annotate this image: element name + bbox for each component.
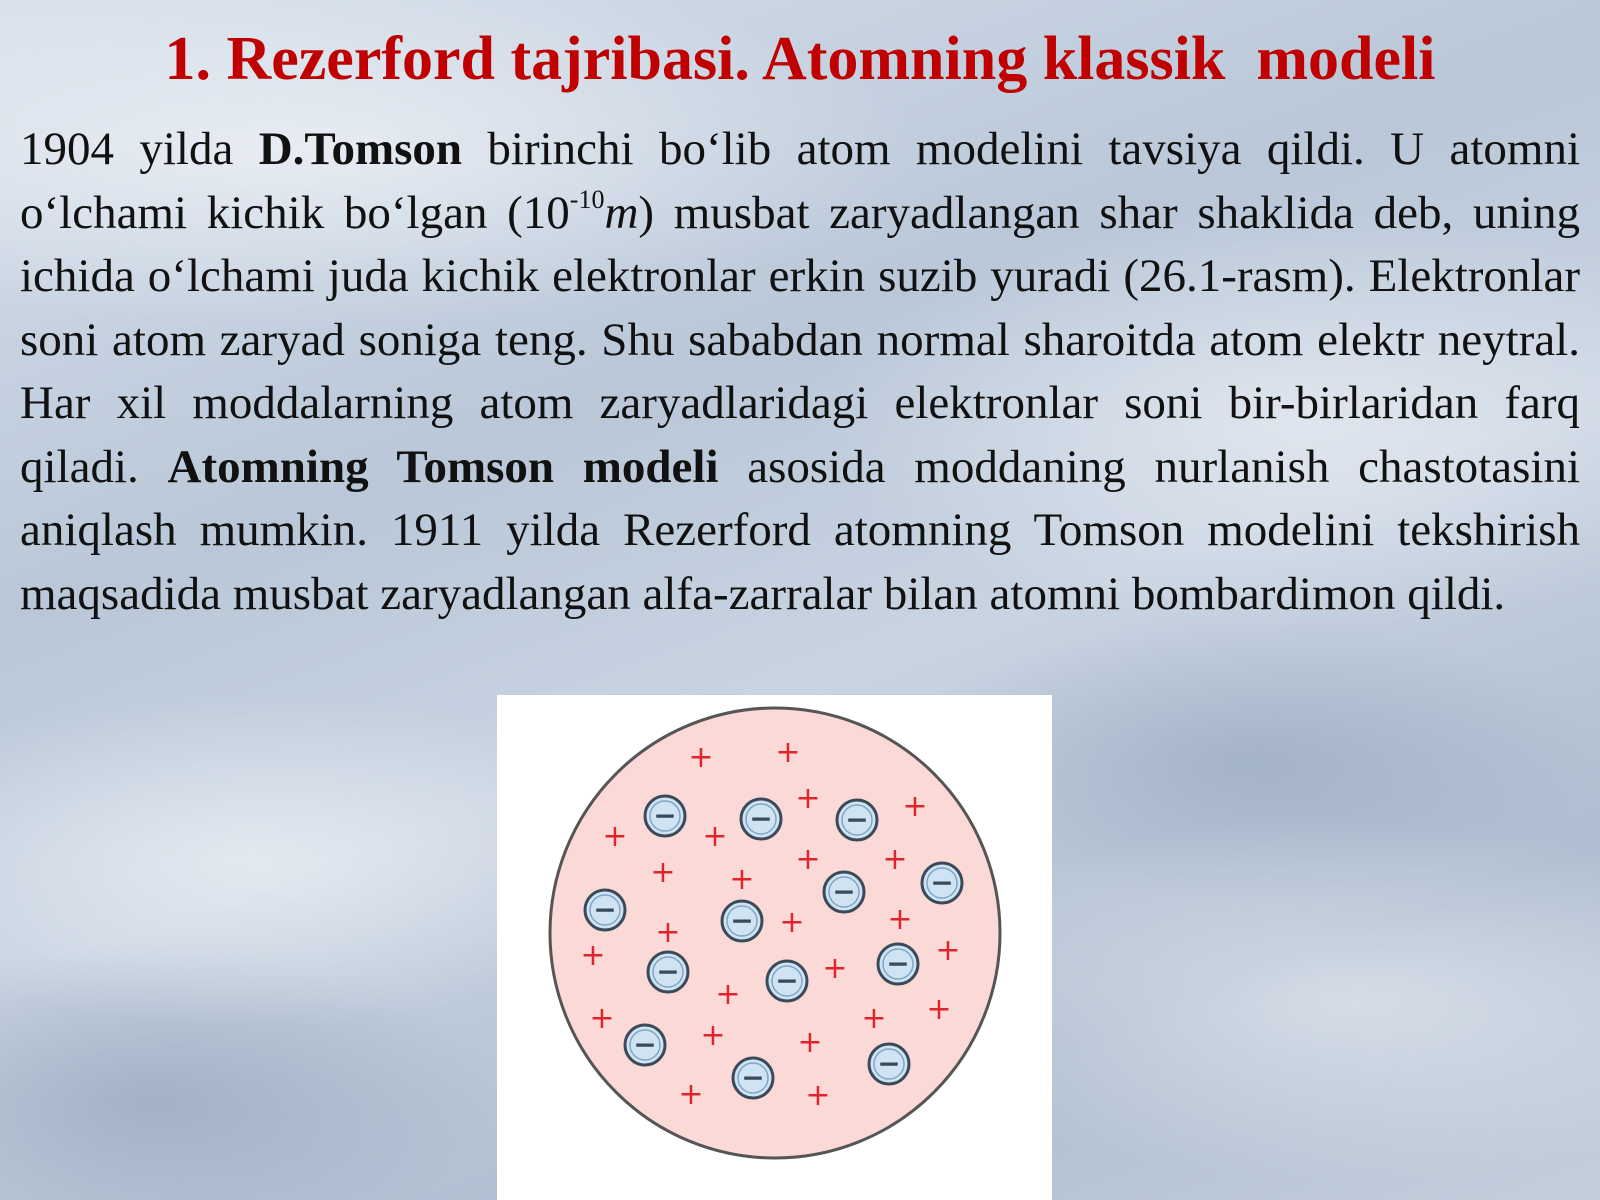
- positive-charge-icon: +: [887, 902, 913, 937]
- electron-icon: [837, 800, 877, 840]
- atom-model-diagram: [497, 695, 1052, 1200]
- positive-charge-icon: +: [775, 735, 801, 770]
- electron-icon: [625, 1025, 665, 1065]
- positive-charge-icon: +: [650, 855, 676, 890]
- positive-charge-icon: +: [795, 842, 821, 877]
- bold-term-tomson-model: Atomning Tomson modeli: [167, 440, 719, 493]
- svg-text:−: −: [593, 893, 617, 926]
- positive-charge-icon: +: [589, 1001, 615, 1036]
- electron-icon: [741, 799, 781, 839]
- unit-symbol: m: [604, 186, 639, 239]
- text-run: 1904 yilda: [20, 123, 259, 175]
- positive-charge-icon: +: [688, 740, 714, 775]
- positive-charge-icon: +: [702, 819, 728, 854]
- thomson-atom-figure: [497, 695, 1052, 1200]
- svg-text:−: −: [633, 1028, 657, 1061]
- svg-text:−: −: [775, 964, 799, 997]
- electron-icon: [878, 944, 918, 984]
- svg-text:−: −: [730, 904, 754, 937]
- electron-icon: [645, 796, 685, 836]
- svg-text:−: −: [749, 802, 773, 835]
- positive-charge-icon: +: [882, 842, 908, 877]
- exponent: -10: [569, 184, 605, 214]
- bold-term-tomson: D.Tomson: [258, 123, 463, 175]
- positive-charge-icon: +: [797, 1025, 823, 1060]
- positive-charge-icon: +: [935, 933, 961, 968]
- text-run: asosida moddaning nurlanish chastotasini aniqlash mumkin. 1911 yilda Rezerford atomning Tomson modelini tekshirish maqsadida musbat zaryadlangan alfa-zarralar bilan atomni bombardimon qildi.: [20, 440, 1580, 620]
- svg-text:−: −: [886, 947, 910, 980]
- svg-text:−: −: [653, 799, 677, 832]
- svg-text:−: −: [656, 955, 680, 988]
- positive-charge-icon: +: [729, 862, 755, 897]
- positive-charge-icon: +: [700, 1018, 726, 1053]
- electron-icon: [869, 1044, 909, 1084]
- text-run: ) musbat zaryadlangan shar shaklida deb, uning ichida o‘lchami juda kichik elektronlar erkin suzib yuradi (26.1-rasm). Elektronlar soni atom zaryad soniga teng. Shu sababdan normal sharoitda atom elektr neytral. Har xil moddalarning atom zaryadlaridagi elektronlar soni bir-birlaridan farq qiladi.: [20, 186, 1580, 493]
- text-run: birinchi bo‘lib atom modelini tavsiya qildi. U atomni o‘lchami kichik bo‘lgan (10: [20, 123, 1580, 239]
- svg-text:−: −: [832, 875, 856, 908]
- electron-icon: [722, 901, 762, 941]
- positive-charge-icon: +: [822, 951, 848, 986]
- positive-sphere: [550, 708, 1000, 1158]
- electron-icon: [922, 863, 962, 903]
- svg-text:−: −: [845, 803, 869, 836]
- positive-charge-icon: +: [861, 1001, 887, 1036]
- electron-icon: [824, 872, 864, 912]
- positive-charge-icon: +: [715, 977, 741, 1012]
- electron-icon: [585, 890, 625, 930]
- svg-text:−: −: [877, 1047, 901, 1080]
- svg-text:−: −: [741, 1061, 765, 1094]
- page-title: 1. Rezerford tajribasi. Atomning klassik modeli: [164, 25, 1436, 93]
- positive-charge-icon: +: [580, 938, 606, 973]
- positive-charge-icon: +: [602, 819, 628, 854]
- positive-charge-icon: +: [902, 789, 928, 824]
- electron-icon: [733, 1058, 773, 1098]
- electron-icon: [767, 961, 807, 1001]
- electron-icon: [648, 952, 688, 992]
- positive-charge-icon: +: [795, 781, 821, 816]
- positive-charge-icon: +: [678, 1077, 704, 1112]
- positive-charge-icon: +: [655, 915, 681, 950]
- svg-text:−: −: [930, 866, 954, 899]
- positive-charge-icon: +: [926, 992, 952, 1027]
- positive-charge-icon: +: [779, 905, 805, 940]
- body-paragraph: [20, 118, 1580, 626]
- positive-charge-icon: +: [805, 1078, 831, 1113]
